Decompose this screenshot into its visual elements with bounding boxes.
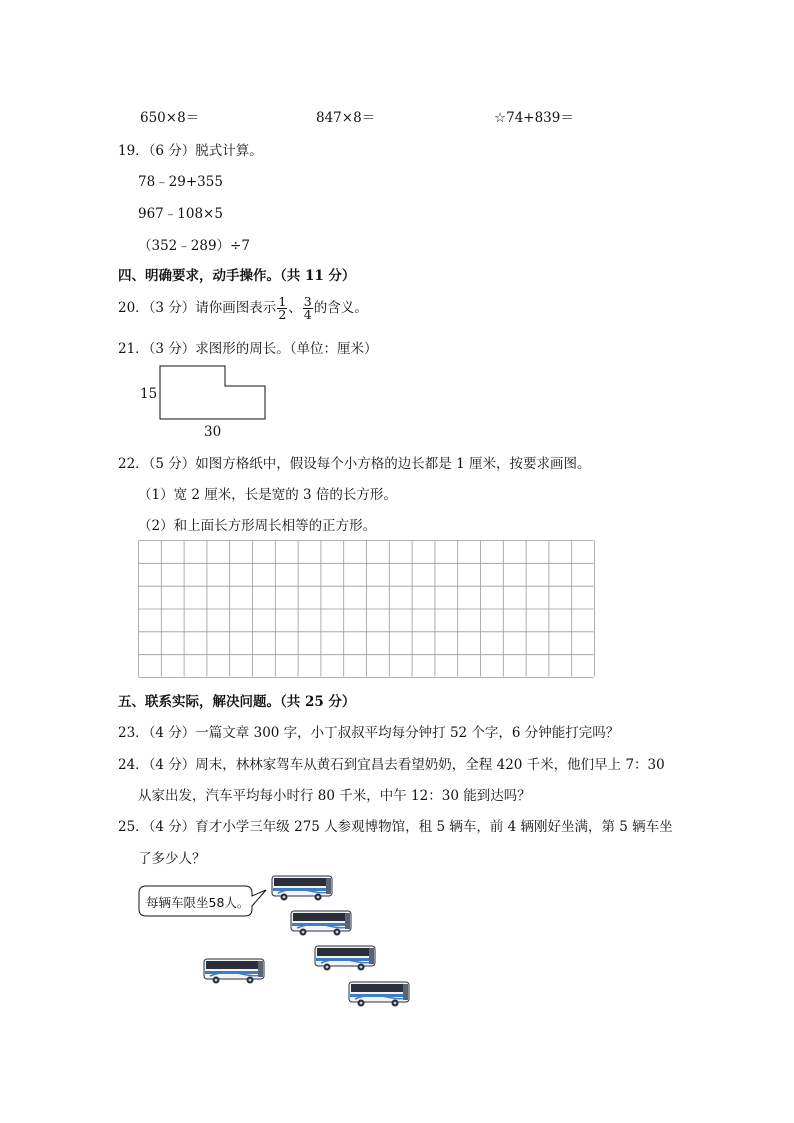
bus-icon	[202, 956, 268, 986]
question-23: 23．（4 分）一篇文章 300 字，小丁叔叔平均每分钟打 52 个字，6 分钟能打完吗？	[118, 725, 620, 741]
question-20-suffix: 的含义。	[313, 300, 368, 316]
bus-icon	[347, 979, 413, 1009]
fraction-numerator: 3	[303, 294, 312, 309]
section-heading: 五、联系实际，解决问题。（共 25 分）	[118, 694, 356, 710]
bus-icon	[270, 873, 336, 903]
question-22-item: （2）和上面长方形周长相等的正方形。	[138, 518, 377, 534]
fraction-numerator: 1	[278, 294, 287, 309]
calc-item: 650×8＝	[140, 110, 200, 126]
expression: 78﹣29+355	[138, 174, 223, 190]
fraction-denominator: 2	[278, 307, 287, 322]
speech-bubble-text: 每辆车限坐58人。	[146, 895, 250, 910]
question-22-title: 22．（5 分）如图方格纸中，假设每个小方格的边长都是 1 厘米，按要求画图。	[118, 456, 591, 472]
question-24-line: 从家出发，汽车平均每小时行 80 千米，中午 12：30 能到达吗？	[138, 788, 531, 804]
question-20-prefix: 20．（3 分）请你画图表示	[118, 300, 277, 316]
figure-height-label: 15	[140, 386, 158, 402]
calc-item: 847×8＝	[316, 110, 376, 126]
bus-icon	[289, 908, 355, 938]
calc-item: ☆74+839＝	[494, 110, 574, 126]
fraction-denominator: 4	[303, 307, 312, 322]
separator: 、	[288, 300, 302, 316]
question-24-line: 24．（4 分）周末，林林家驾车从黄石到宜昌去看望奶奶，全程 420 千米，他们早上 7：30	[118, 757, 665, 773]
section-heading: 四、明确要求，动手操作。（共 11 分）	[118, 268, 356, 284]
expression: （352﹣289）÷7	[138, 238, 250, 254]
question-21-title: 21．（3 分）求图形的周长。（单位：厘米）	[118, 341, 378, 357]
question-25-line: 了多少人？	[138, 851, 206, 867]
figure-width-label: 30	[204, 424, 222, 440]
question-22-item: （1）宽 2 厘米，长是宽的 3 倍的长方形。	[138, 487, 397, 503]
question-25-line: 25．（4 分）育才小学三年级 275 人参观博物馆，租 5 辆车，前 4 辆刚好坐满，第 5 辆车坐	[118, 819, 673, 835]
bus-icon	[313, 943, 379, 973]
question-19-title: 19．（6 分）脱式计算。	[118, 143, 263, 159]
expression: 967﹣108×5	[138, 206, 223, 222]
